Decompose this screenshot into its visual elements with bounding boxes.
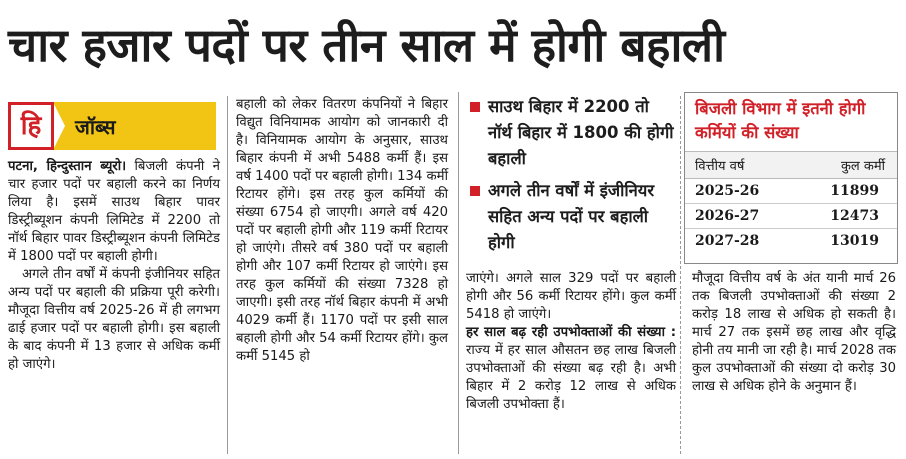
tag-label: जॉब्स — [75, 114, 116, 139]
highlight-text: साउथ बिहार में 2200 तो नॉर्थ बिहार में 1800 की होगी बहाली — [488, 97, 674, 168]
article-column-1 — [8, 158, 220, 374]
article-column-3 — [466, 270, 676, 414]
column-3-para-2-text: राज्य में हर साल औसतन छह लाख बिजली उपभोक्ताओं की संख्या बढ़ रही है। अभी बिहार में 2 करोड़ 12 लाख से अधिक बिजली उपभोक्ता हैं। — [466, 343, 676, 412]
consumer-subhead: हर साल बढ़ रही उपभोक्ताओं की संख्या : — [466, 325, 676, 340]
highlight-item — [470, 94, 678, 172]
staff-table-header — [685, 151, 897, 179]
red-square-bullet-icon — [470, 102, 480, 112]
row-total: 13019 — [830, 233, 879, 249]
row-total: 11899 — [830, 183, 879, 199]
column-divider — [458, 92, 459, 454]
row-total: 12473 — [830, 208, 879, 224]
section-tag — [8, 102, 216, 150]
headline: चार हजार पदों पर तीन साल में होगी बहाली — [8, 18, 725, 72]
column-2-para-1: बहाली को लेकर वितरण कंपनियों ने बिहार विद्युत विनियामक आयोग को जानकारी दी है। विनियामक आयोग के अनुसार, साउथ बिहार कंपनी में अभी 5488 कर्मी हैं। इस वर्ष 1400 पदों पर बहाली होगी। 134 कर्मी रिटायर होंगे। इस तरह कुल कर्मियों की संख्या 6754 हो जाएगी। अगले वर्ष 420 पदों पर बहाली होगी और 119 कर्मी रिटायर हो जाएंगे। तीसरे वर्ष 380 पदों पर बहाली होगी और 107 कर्मी रिटायर हो जाएंगे। इस तरह कुल कर्मियों की संख्या 7328 हो जाएगी। इसी तरह नॉर्थ बिहार कंपनी में अभी 4029 कर्मी हैं। 1170 पदों पर इसी साल बहाली होगी और 54 कर्मी रिटायर होंगे। कुल कर्मी 5145 हो — [236, 97, 448, 364]
column-1-para-1-text: बिजली कंपनी ने चार हजार पदों पर बहाली करने का निर्णय लिया है। इसमें साउथ बिहार पावर डिस्ट्रीब्यूशन कंपनी लिमिटेड में 2200 तो नॉर्थ बिहार पावर डिस्ट्रीब्यूशन कंपनी लिमिटेड में 1800 पदों पर बहाली होगी। — [8, 159, 220, 264]
highlights-box — [470, 94, 678, 262]
highlight-item — [470, 178, 678, 256]
row-year: 2025-26 — [695, 183, 760, 199]
header-year: वित्तीय वर्ष — [695, 159, 745, 174]
column-4-para-1: मौजूदा वित्तीय वर्ष के अंत यानी मार्च 26 तक बिजली उपभोक्ताओं की संख्या 2 करोड़ 18 लाख से अधिक हो सकती है। मार्च 27 तक इसमें छह लाख और वृद्धि होनी तय मानी जा रही है। मार्च 2028 तक कुल उपभोक्ताओं की संख्या दो करोड़ 30 लाख से अधिक होने के अनुमान हैं। — [692, 271, 896, 394]
table-row — [685, 204, 897, 229]
tag-arrow-icon — [53, 102, 65, 150]
article-column-2 — [236, 96, 448, 366]
logo-glyph: हि — [20, 111, 42, 141]
row-year: 2027-28 — [695, 233, 760, 249]
column-1-para-2: अगले तीन वर्षों में कंपनी इंजीनियर सहित अन्य पदों पर बहाली की प्रक्रिया पूरी करेगी। मौजूदा वित्तीय वर्ष 2025-26 में ही लगभग ढाई हजार पदों पर बहाली होगी। इस बहाली के बाद कंपनी में 13 हजार से अधिक कर्मी हो जाएंगे। — [8, 267, 220, 372]
column-1-para-1 — [8, 158, 220, 266]
hindustan-logo-icon — [8, 102, 54, 150]
staff-table-box — [684, 92, 898, 264]
dateline: पटना, हिन्दुस्तान ब्यूरो। — [8, 159, 127, 174]
column-divider — [227, 96, 228, 454]
row-year: 2026-27 — [695, 208, 760, 224]
column-3-para-2 — [466, 324, 676, 414]
table-row — [685, 229, 897, 253]
red-square-bullet-icon — [470, 186, 480, 196]
table-row — [685, 179, 897, 204]
column-3-para-1: जाएंगे। अगले साल 329 पदों पर बहाली होगी और 56 कर्मी रिटायर होंगे। कुल कर्मी 5418 हो जाएंगे। — [466, 271, 676, 322]
highlight-text: अगले तीन वर्षों में इंजीनियर सहित अन्य पदों पर बहाली होगी — [488, 181, 655, 252]
article-column-4 — [692, 270, 896, 396]
header-total: कुल कर्मी — [840, 159, 885, 174]
staff-table-title: बिजली विभाग में इतनी होगी कर्मियों की संख्या — [695, 99, 866, 142]
column-divider — [680, 96, 681, 454]
